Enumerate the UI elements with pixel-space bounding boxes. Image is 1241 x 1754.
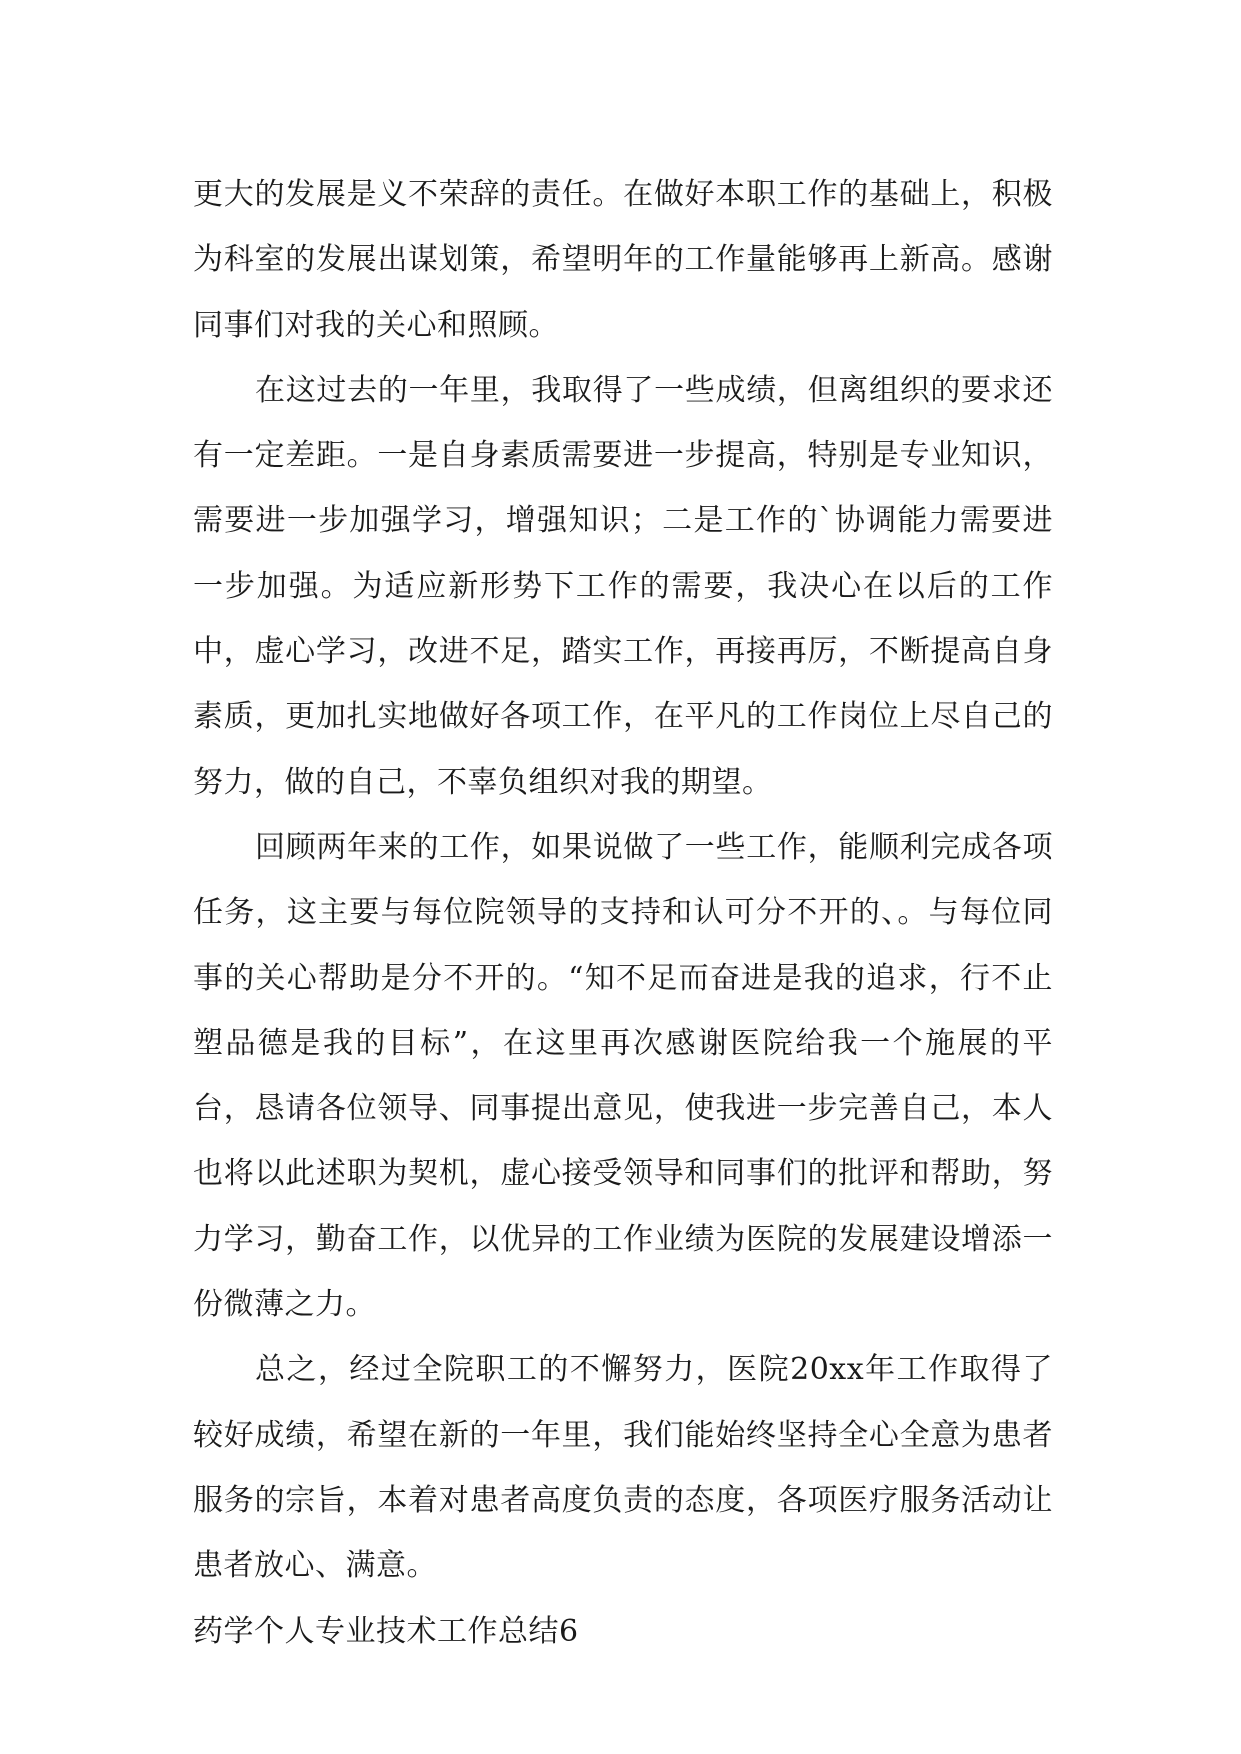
paragraph-3: 回顾两年来的工作，如果说做了一些工作，能顺利完成各项任务，这主要与每位院领导的支持和认可分不开的、。与每位同事的关心帮助是分不开的。“知不足而奋进是我的追求，行不止塑品德是我的目标”，在这里再次感谢医院给我一个施展的平台，恳请各位领导、同事提出意见，使我进一步完善自己，本人也将以此述职为契机，虚心接受领导和同事们的批评和帮助，努力学习，勤奋工作，以优异的工作业绩为医院的发展建设增添一份微薄之力。 (193, 829, 1053, 1323)
paragraph-2: 在这过去的一年里，我取得了一些成绩，但离组织的要求还有一定差距。一是自身素质需要进一步提高，特别是专业知识，需要进一步加强学习，增强知识；二是工作的`协调能力需要进一步加强。为适应新形势下工作的需要，我决心在以后的工作中，虚心学习，改进不足，踏实工作，再接再厉，不断提高自身素质，更加扎实地做好各项工作，在平凡的工作岗位上尽自己的努力，做的自己，不辜负组织对我的期望。 (193, 372, 1053, 800)
document-body (193, 162, 1053, 1664)
paragraph-4: 总之，经过全院职工的不懈努力，医院20xx年工作取得了较好成绩，希望在新的一年里，我们能始终坚持全心全意为患者服务的宗旨，本着对患者高度负责的态度，各项医疗服务活动让患者放心、满意。 (193, 1352, 1053, 1584)
section-heading: 药学个人专业技术工作总结6 (193, 1613, 579, 1649)
paragraph-1: 更大的发展是义不荣辞的责任。在做好本职工作的基础上，积极为科室的发展出谋划策，希望明年的工作量能够再上新高。感谢同事们对我的关心和照顾。 (193, 177, 1053, 343)
